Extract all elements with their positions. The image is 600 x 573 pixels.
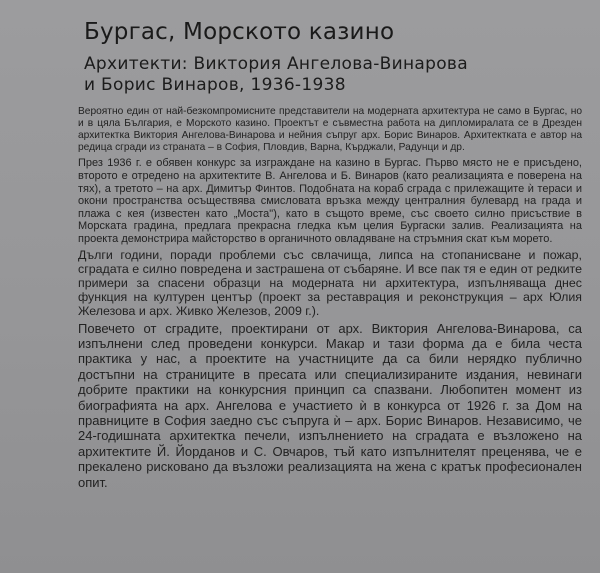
paragraph-3: Дълги години, поради проблеми със свлачища, липса на стопанисване и пожар, сградата е силно повредена и застрашена от събаряне. И все пак тя е един от редките примери за спасени образци на модерната ни архитектура, изпълняваща днес функция на културен център (проект за реставрация и реконструкция – арх Юлия Железова и арх. Живко Железов, 2009 г.). — [78, 247, 582, 319]
panel-body-text — [78, 106, 582, 490]
subtitle-line-1: Архитекти: Виктория Ангелова-Винарова — [84, 54, 468, 74]
paragraph-2: През 1936 г. е обявен конкурс за изграждане на казино в Бургас. Първо място не е присъдено, второто е отредено на архитектите В. Ангелова и Б. Винаров (като реализацията е поверена на тях), а третото – на арх. Димитър Финтов. Подобната на кораб сграда с прилежащите ѝ тераси и окони пространства осъществява смисловата връзка между централния булевард на града и плажа с кея (известен като „Моста"), като в същото време, със своето силно присъствие в Морската градина, предлага прекрасна гледка към целия Бургаски залив. Реализацията на проекта демонстрира майсторство в органичното овладяване на стръмния скат към морето. — [78, 157, 582, 245]
subtitle-line-2: и Борис Винаров, 1936-1938 — [84, 75, 346, 95]
paragraph-4: Повечето от сградите, проектирани от арх. Виктория Ангелова-Винарова, са изпълнени след проведени конкурси. Макар и тази форма да е била честа практика у нас, а проектите на участниците да са били нерядко публично достъпни на страниците в пресата или специализираните издания, невинаги добрите практики на конкурсния принцип са спазвани. Любопитен момент из биографията на арх. Ангелова е участието ѝ в конкурса от 1926 г. за Дом на правниците в София заедно със съпруга ѝ – арх. Борис Винаров. Независимо, че 24-годишната архитектка печели, изпълнението на сградата е възложено на архитектите Й. Йорданов и С. Овчаров, тъй като изпълнителят преценява, че е прекалено рисковано да възложи реализацията на жена с кратък професионален опит. — [78, 320, 582, 490]
architects-subtitle — [84, 54, 582, 96]
paragraph-1: Вероятно един от най-безкомпромисните представители на модерната архитектура не само в Бургас, но и в цяла България, е Морското казино. Проектът е съвместна работа на дипломиралата се в Дрезден архитектка Виктория Ангелова-Винарова и нейния съпруг арх. Борис Винаров. Архитектката е автор на редица сгради из страната – в София, Пловдив, Варна, Кърджали, Радунци и др. — [78, 106, 582, 154]
panel-title: Бургас, Морското казино — [84, 19, 395, 45]
